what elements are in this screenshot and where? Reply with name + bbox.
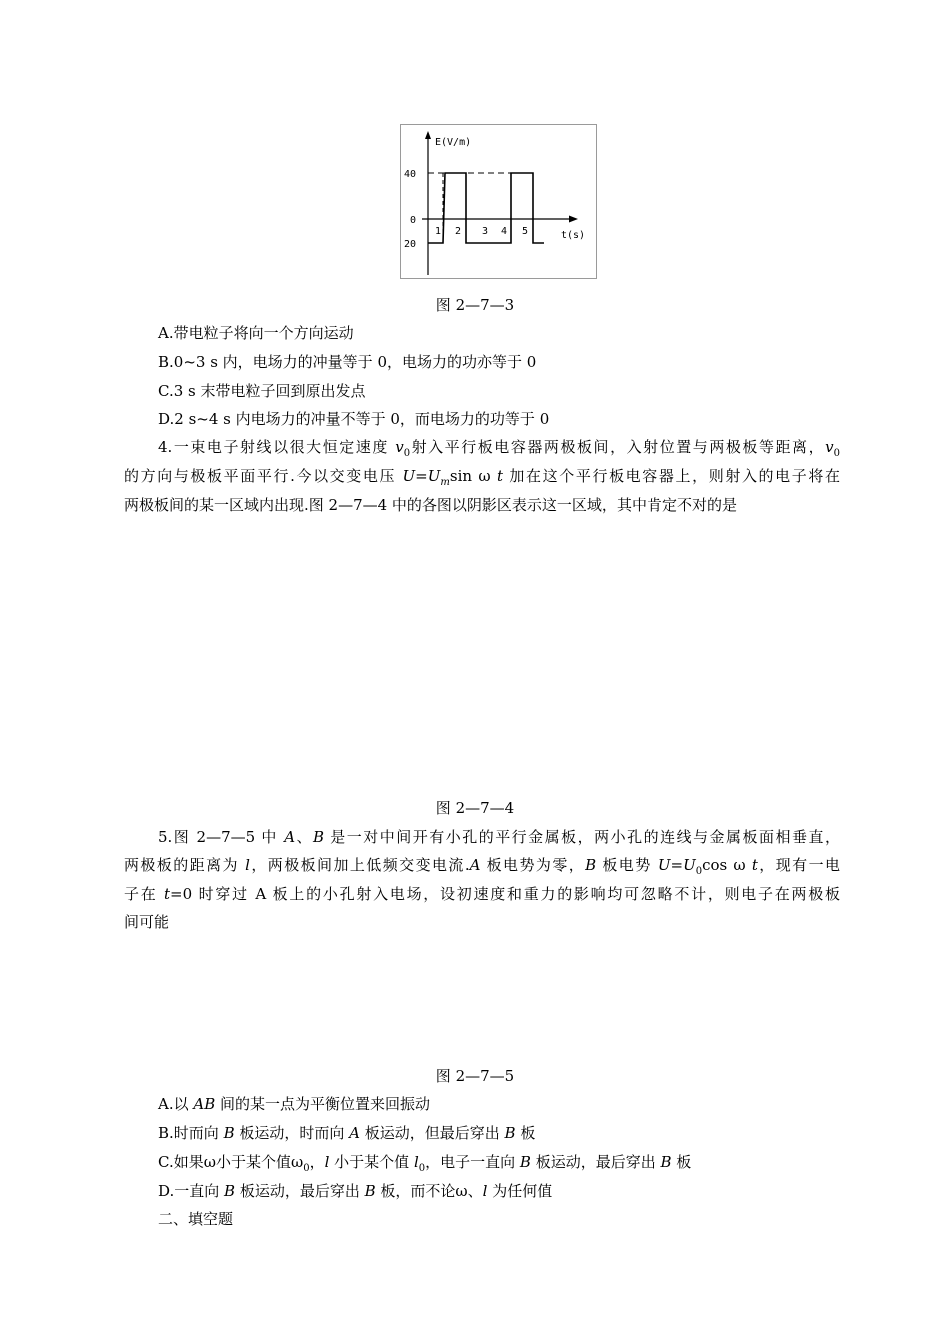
q5-text: 子在 — [124, 885, 164, 903]
var-v: v — [825, 438, 834, 456]
e-t-graph — [401, 125, 598, 280]
var-B: B — [585, 856, 597, 874]
var-A: A — [284, 828, 296, 846]
x-tick-5: 5 — [522, 226, 529, 237]
var-t: t — [497, 467, 504, 485]
var-l: l — [482, 1182, 488, 1200]
var-U0: U — [683, 856, 696, 874]
q5-line-2 — [124, 854, 840, 876]
q4-text: 的方向与极板平面平行.今以交变电压 — [124, 467, 403, 485]
q5-text: 5.图 2—7—5 中 — [158, 828, 285, 846]
y-tick-20: 20 — [404, 239, 417, 250]
option-text: B.时而向 — [158, 1124, 224, 1142]
option-text: 板运动，最后穿出 — [235, 1182, 365, 1200]
var-B: B — [224, 1182, 236, 1200]
equals: = — [670, 856, 684, 874]
figure-2-7-5-caption: 图 2—7—5 — [435, 1067, 515, 1085]
var-B: B — [504, 1124, 516, 1142]
var-B: B — [519, 1153, 531, 1171]
q5-text: ，现有一电 — [757, 856, 840, 874]
option-text: ， — [309, 1153, 325, 1171]
var-l: l — [324, 1153, 330, 1171]
sub-0: 0 — [403, 448, 411, 459]
option-text: 板，而不论ω、 — [375, 1182, 483, 1200]
q5-option-a — [124, 1093, 840, 1115]
q5-option-d — [124, 1180, 840, 1202]
cos-omega: cos ω — [702, 856, 752, 874]
q4-line-3: 两极板间的某一区域内出现.图 2—7—4 中的各图以阴影区表示这一区域，其中肯定不对的是 — [124, 496, 737, 514]
y-axis-arrow — [425, 131, 431, 139]
q3-option-c: C.3 s 末带电粒子回到原出发点 — [158, 382, 366, 400]
t-axis-label: t(s) — [561, 230, 586, 241]
x-tick-3: 3 — [482, 226, 489, 237]
var-B: B — [223, 1124, 235, 1142]
q5-text: 板电势 — [596, 856, 658, 874]
equals: = — [415, 467, 428, 485]
x-tick-1: 1 — [435, 226, 442, 237]
var-l: l — [413, 1153, 419, 1171]
q4-line-1 — [124, 436, 840, 458]
var-l: l — [245, 856, 250, 874]
sub-0: 0 — [303, 1163, 310, 1174]
var-A: A — [469, 856, 481, 874]
q3-option-d: D.2 s~4 s 内电场力的冲量不等于 0，而电场力的功等于 0 — [158, 410, 550, 428]
option-text: 板运动，但最后穿出 — [359, 1124, 505, 1142]
q5-line-1 — [124, 826, 840, 848]
q3-option-a: A.带电粒子将向一个方向运动 — [158, 324, 354, 342]
sub-m: m — [440, 477, 450, 488]
option-text: D.一直向 — [158, 1182, 225, 1200]
var-v: v — [395, 438, 404, 456]
figure-2-7-3-caption: 图 2—7—3 — [435, 296, 515, 314]
option-text: 板运动，时而向 — [234, 1124, 350, 1142]
option-text: 板运动，最后穿出 — [530, 1153, 661, 1171]
q4-text: 4.一束电子射线以很大恒定速度 — [158, 438, 396, 456]
option-text: ，电子一直向 — [425, 1153, 520, 1171]
y-tick-40: 40 — [404, 169, 417, 180]
q5-text: =0 时穿过 A 板上的小孔射入电场，设初速度和重力的影响均可忽略不计，则电子在两极板 — [170, 885, 840, 903]
option-text: 小于某个值 — [329, 1153, 414, 1171]
q5-option-b — [124, 1122, 840, 1144]
x-axis-arrow — [569, 216, 578, 223]
q5-text: 、 — [295, 828, 314, 846]
x-tick-4: 4 — [501, 226, 508, 237]
q3-option-b: B.0~3 s 内，电场力的冲量等于 0，电场力的功亦等于 0 — [158, 353, 537, 371]
var-B: B — [660, 1153, 672, 1171]
sub-0: 0 — [833, 448, 840, 459]
option-text: A.以 — [158, 1095, 194, 1113]
q5-text: 是一对中间开有小孔的平行金属板，两小孔的连线与金属板面相垂直， — [324, 828, 840, 846]
q5-line-3 — [124, 883, 840, 905]
figure-2-7-4-caption: 图 2—7—4 — [435, 799, 515, 817]
option-text: 板 — [671, 1153, 692, 1171]
sub-0: 0 — [695, 866, 703, 877]
var-B: B — [364, 1182, 376, 1200]
figure-2-7-3 — [400, 124, 597, 279]
var-t: t — [163, 885, 171, 903]
e-axis-label: E(V/m) — [435, 137, 472, 148]
option-text: 板 — [515, 1124, 536, 1142]
sin-omega: sin ω — [449, 467, 498, 485]
q5-line-4: 间可能 — [124, 913, 170, 931]
x-tick-2: 2 — [455, 226, 462, 237]
var-B: B — [313, 828, 325, 846]
q4-text: 射入平行板电容器两极板间，入射位置与两极板等距离， — [410, 438, 826, 456]
var-U: U — [657, 856, 671, 874]
option-text: C.如果ω小于某个值ω — [158, 1153, 304, 1171]
var-U: U — [402, 467, 416, 485]
q5-text: 板电势为零， — [480, 856, 586, 874]
option-text: 为任何值 — [487, 1182, 553, 1200]
q5-text: ，两极板间加上低频交变电流. — [249, 856, 470, 874]
var-t: t — [751, 856, 758, 874]
sub-0: 0 — [418, 1163, 426, 1174]
y-tick-0: 0 — [410, 215, 417, 226]
q5-text: 两极板的距离为 — [124, 856, 246, 874]
q4-line-2 — [124, 465, 840, 487]
var-Um: U — [427, 467, 441, 485]
section-heading: 二、填空题 — [158, 1210, 234, 1228]
q5-option-c — [124, 1151, 840, 1173]
option-text: 间的某一点为平衡位置来回振动 — [215, 1095, 431, 1113]
var-A: A — [349, 1124, 360, 1142]
var-AB: AB — [193, 1095, 216, 1113]
q4-text: 加在这个平行板电容器上，则射入的电子将在 — [503, 467, 840, 485]
